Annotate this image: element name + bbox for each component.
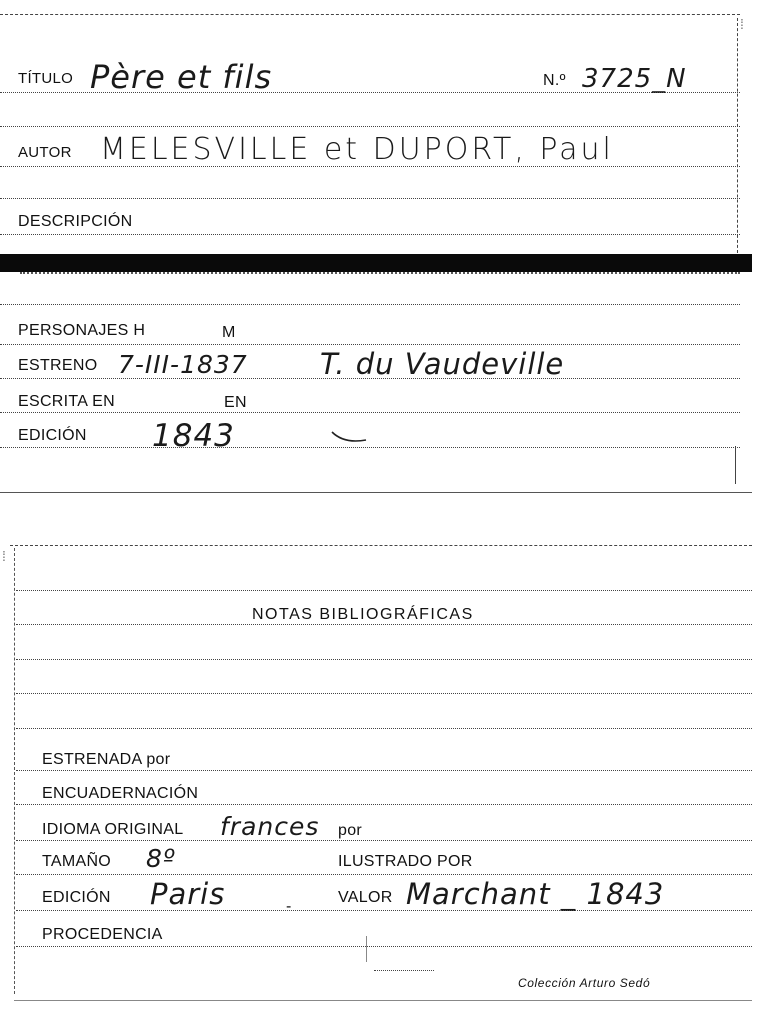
titulo-value: Père et fils	[90, 58, 273, 96]
edicion-line	[0, 447, 740, 448]
bracket-edge	[735, 446, 736, 484]
blank-line-6	[16, 693, 752, 694]
bottom-card-bottom	[14, 1000, 752, 1001]
valor-value: Marchant _ 1843	[406, 877, 665, 911]
descripcion-line	[0, 234, 740, 235]
procedencia-label: PROCEDENCIA	[42, 926, 163, 943]
edicion-value: 1843	[152, 418, 235, 454]
corner-mark: ⁞	[740, 16, 744, 32]
left-edge	[14, 548, 15, 994]
idioma-label: IDIOMA ORIGINAL	[42, 821, 184, 838]
estreno-line	[0, 378, 740, 379]
tamano-label: TAMAÑO	[42, 853, 112, 870]
numero-label: N.º	[543, 72, 566, 89]
idioma-value: frances	[220, 812, 320, 841]
edicion2-value: Paris	[150, 877, 226, 911]
numero-value: 3725_N	[582, 64, 687, 94]
edicion2-line	[16, 910, 752, 911]
descripcion-label: DESCRIPCIÓN	[18, 213, 133, 230]
estreno-place: T. du Vaudeville	[320, 347, 565, 381]
estrenada-line	[16, 770, 752, 771]
personajes-label: PERSONAJES H	[18, 322, 146, 339]
titulo-label: TÍTULO	[18, 70, 74, 87]
valor-label: VALOR	[338, 889, 393, 906]
encuadernacion-line	[16, 804, 752, 805]
encuadernacion-label: ENCUADERNACIÓN	[42, 785, 199, 802]
bottom-card-top	[10, 545, 752, 546]
band-edge	[20, 272, 740, 278]
estrenada-label: ESTRENADA por	[42, 751, 171, 768]
short-dash	[374, 970, 434, 971]
notas-heading: NOTAS BIBLIOGRÁFICAS	[252, 606, 474, 623]
stray-mark	[366, 936, 367, 962]
personajes-m-label: M	[222, 324, 236, 341]
autor-label: AUTOR	[18, 144, 72, 161]
escrita-en-label: EN	[224, 394, 247, 411]
personajes-line	[0, 344, 740, 345]
left-corner-mark: ⁞	[2, 548, 6, 564]
edicion2-dash: -	[286, 898, 292, 915]
blank-line-3	[0, 304, 740, 305]
idioma-por-label: por	[338, 822, 363, 839]
edicion2-label: EDICIÓN	[42, 889, 111, 906]
right-edge	[737, 18, 738, 258]
blank-line-2	[0, 198, 740, 199]
coleccion-stamp: Colección Arturo Sedó	[518, 976, 651, 990]
top-card-bottom	[0, 492, 752, 493]
top-border	[0, 14, 740, 15]
edicion-flourish	[330, 428, 370, 448]
tamano-line	[16, 874, 752, 875]
ilustrado-label: ILUSTRADO POR	[338, 853, 473, 870]
blank-line-7	[16, 728, 752, 729]
tamano-value: 8º	[146, 844, 176, 873]
blank-line-4	[16, 590, 752, 591]
heading-line	[16, 624, 752, 625]
escrita-line	[0, 412, 740, 413]
blank-line-5	[16, 659, 752, 660]
estreno-date: 7-III-1837	[118, 350, 248, 379]
estreno-label: ESTRENO	[18, 357, 98, 374]
black-band	[0, 254, 752, 272]
autor-value: MELESVILLE et DUPORT, Paul	[100, 132, 614, 167]
escrita-label: ESCRITA EN	[18, 393, 115, 410]
idioma-line	[16, 840, 752, 841]
blank-line	[0, 126, 740, 127]
autor-line	[0, 166, 740, 167]
titulo-line	[0, 92, 740, 93]
procedencia-line	[16, 946, 752, 947]
edicion-label: EDICIÓN	[18, 427, 87, 444]
